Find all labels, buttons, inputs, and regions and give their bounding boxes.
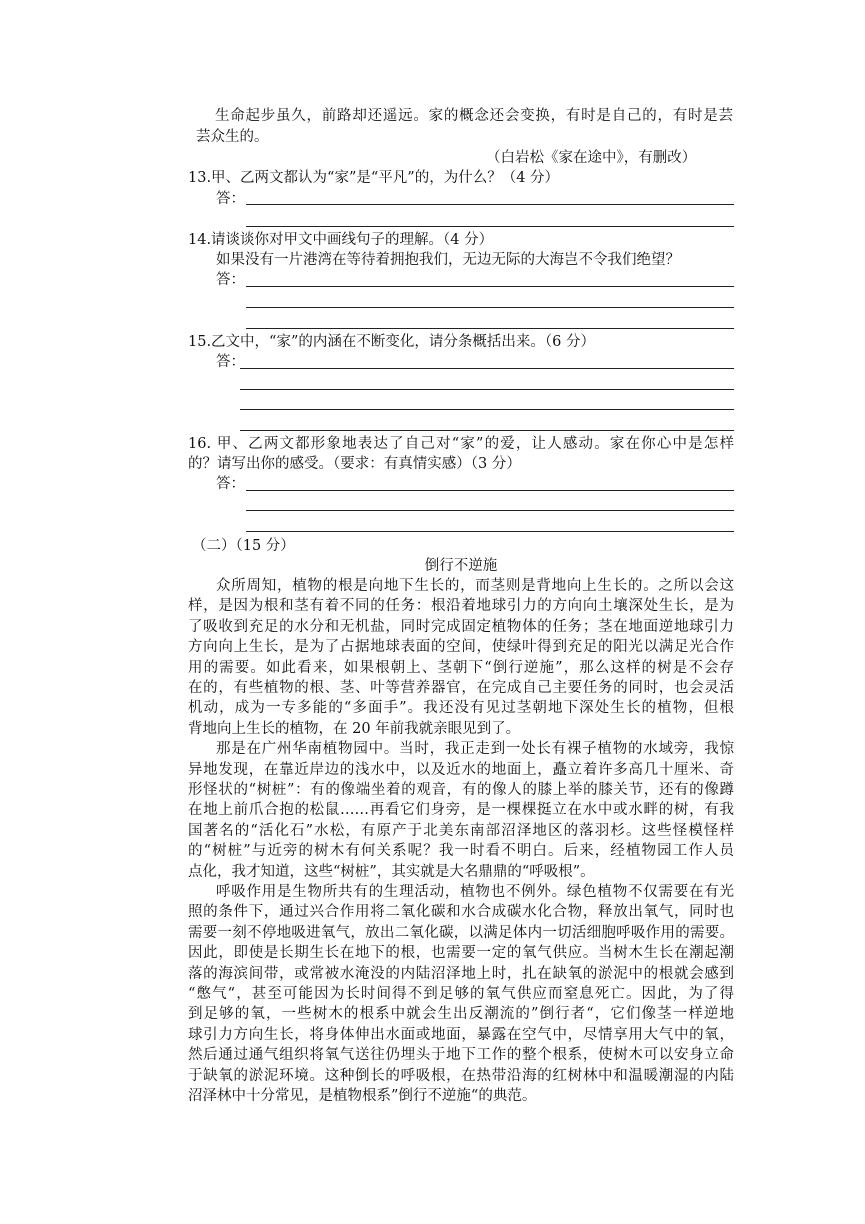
article-title: 倒行不逆施	[424, 558, 498, 574]
answer-line-13-1[interactable]	[246, 204, 734, 205]
answer-label-14: 答：	[216, 272, 245, 288]
question-15: 15.乙文中，“家”的内涵在不断变化，请分条概括出来。（6 分）	[188, 334, 595, 350]
article-p3-line-5: 落的海滨间带，或常被水淹没的内陆沼泽地上时，扎在缺氧的淤泥中的根就会感到	[188, 966, 734, 982]
closing-paragraph-line-2: 芸众生的。	[196, 129, 269, 145]
section-heading: （二）（15 分）	[192, 538, 295, 554]
answer-line-14-2[interactable]	[246, 307, 734, 308]
article-p1-line-4: 方向向上生长，是为了占据地球表面的空间，使绿叶得到充足的阳光以满足光合作	[188, 639, 734, 655]
article-p3-line-7: 到足够的氧，一些树木的根系中就会生出反潮流的”倒行者“，它们像茎一样逆地	[188, 1006, 734, 1022]
answer-line-15-1[interactable]	[240, 368, 734, 369]
question-14: 14.请谈谈你对甲文中画线句子的理解。（4 分）	[188, 232, 494, 248]
article-p3-line-9: 然后通过通气组织将氧气送往仍埋头于地下工作的整个根系，使树木可以安身立命	[188, 1047, 734, 1063]
answer-line-16-2[interactable]	[246, 510, 734, 511]
answer-line-16-3[interactable]	[246, 531, 734, 532]
answer-line-14-1[interactable]	[246, 286, 734, 287]
answer-label-15: 答：	[216, 354, 245, 370]
article-p2-line-2: 异地发现，在靠近岸边的浅水中，以及近水的地面上，矗立着许多高几十厘米、奇	[188, 762, 734, 778]
article-p1-line-8: 背地向上生长的植物，在 20 年前我就亲眼见到了。	[188, 721, 521, 737]
closing-paragraph-line-1: 生命起步虽久，前路却还遥远。家的概念还会变换，有时是自己的，有时是芸	[215, 108, 733, 124]
answer-label-13: 答：	[216, 191, 245, 207]
article-p1-line-6: 在的，有些植物的根、茎、叶等营养器官，在完成自己主要任务的同时，也会灵活	[188, 680, 734, 696]
article-p2-line-5: 国著名的“活化石”水松，有原产于北美东南部沼泽地区的落羽杉。这些怪模怪样	[188, 823, 734, 839]
answer-line-15-4[interactable]	[240, 430, 734, 431]
article-p3-line-2: 照的条件下，通过兴合作用将二氧化碳和水合成碳水化合物，释放出氧气，同时也	[188, 904, 734, 920]
article-p3-line-11: 沼泽林中十分常见，是植物根系”倒行不逆施“的典范。	[188, 1088, 537, 1104]
article-p2-line-6: 的“树桩”与近旁的树木有何关系呢？我一时看不明白。后来，经植物园工作人员	[188, 843, 734, 859]
source-note: （白岩松《家在途中》，有删改）	[486, 150, 697, 166]
answer-line-13-2[interactable]	[246, 226, 734, 227]
article-p1-line-7: 机动，成为一专多能的“多面手”。我还没有见过茎朝地下深处生长的植物，但根	[188, 700, 734, 716]
article-p2-line-4: 在地上前爪合抱的松鼠……再看它们身旁，是一棵棵挺立在水中或水畔的树，有我	[188, 802, 734, 818]
article-p3-line-8: 球引力方向生长，将身体伸出水面或地面，暴露在空气中，尽情享用大气中的氧，	[188, 1027, 734, 1043]
question-14-quote: 如果没有一片港湾在等待着拥抱我们，无边无际的大海岂不令我们绝望？	[216, 252, 680, 268]
answer-line-15-3[interactable]	[240, 409, 734, 410]
article-p2-line-7: 点化，我才知道，这些“树桩”，其实就是大名鼎鼎的“呼吸根”。	[188, 864, 595, 880]
article-p3-line-4: 因此，即使是长期生长在地下的根，也需要一定的氧气供应。当树木生长在潮起潮	[188, 945, 734, 961]
article-p1-line-1: 众所周知，植物的根是向地下生长的，而茎则是背地向上生长的。之所以会这	[216, 578, 734, 594]
article-p3-line-6: “憋气“，甚至可能因为长时间得不到足够的氧气供应而窒息死亡。因此，为了得	[188, 986, 734, 1002]
article-p2-line-3: 形怪状的“树桩”：有的像端坐着的观音，有的像人的膝上举的膝关节，还有的像蹲	[188, 782, 734, 798]
article-p1-line-2: 样，是因为根和茎有着不同的任务：根沿着地球引力的方向向土壤深处生长，是为	[188, 598, 734, 614]
question-13: 13.甲、乙两文都认为“家”是“平凡”的，为什么？（4 分）	[188, 170, 560, 186]
question-16-line-2: 的？请写出你的感受。（要求：有真情实感）（3 分）	[188, 456, 521, 472]
answer-line-14-3[interactable]	[246, 328, 734, 329]
article-p1-line-5: 用的需要。如此看来，如果根朝上、茎朝下“倒行逆施”，那么这样的树是不会存	[188, 660, 734, 676]
answer-line-15-2[interactable]	[240, 389, 734, 390]
article-p1-line-3: 了吸收到充足的水分和无机盐，同时完成固定植物体的任务；茎在地面逆地球引力	[188, 619, 734, 635]
answer-label-16: 答：	[216, 476, 245, 492]
question-16-line-1: 16. 甲、乙两文都形象地表达了自己对“家”的爱，让人感动。家在你心中是怎样	[188, 436, 734, 452]
article-p3-line-3: 需要一刻不停地吸进氧气，放出二氧化碳，以满足体内一切活细胞呼吸作用的需要。	[188, 925, 734, 941]
article-p2-line-1: 那是在广州华南植物园中。当时，我正走到一处长有裸子植物的水域旁，我惊	[216, 741, 734, 757]
article-p3-line-10: 于缺氧的淤泥环境。这种倒长的呼吸根，在热带沿海的红树林中和温暖潮湿的内陆	[188, 1068, 734, 1084]
answer-line-16-1[interactable]	[246, 490, 734, 491]
article-p3-line-1: 呼吸作用是生物所共有的生理活动，植物也不例外。绿色植物不仅需要在有光	[216, 884, 734, 900]
